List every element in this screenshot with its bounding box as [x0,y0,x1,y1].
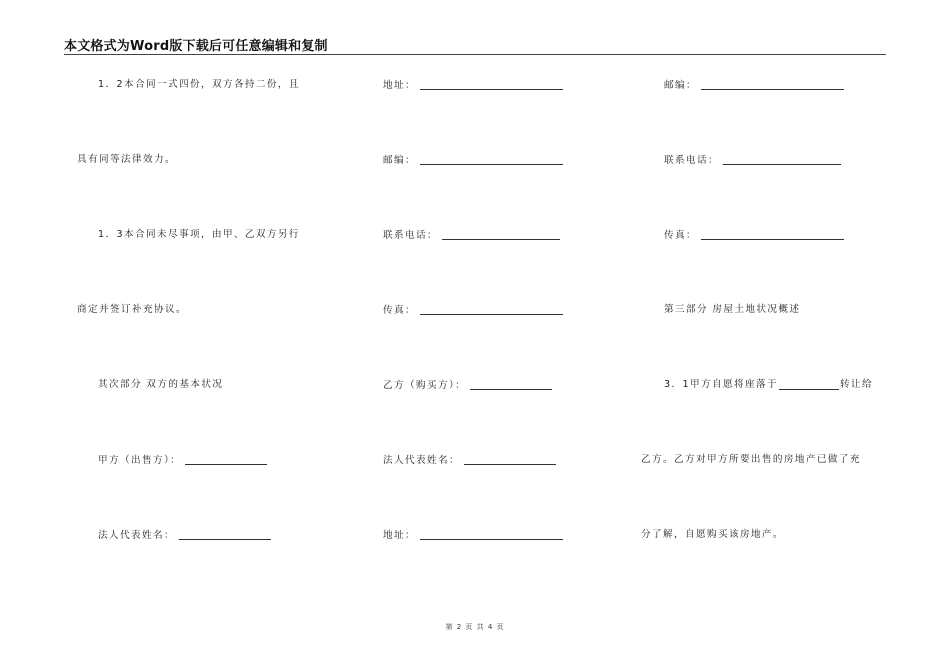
clause-3-1-text-1b: 转让给 [839,379,873,390]
party-b-legal-rep-label: 法人代表姓名： [383,455,460,466]
party-a-phone-blank[interactable] [442,229,560,240]
section-2-heading-text: 其次部分 双方的基本状况 [98,379,224,390]
header-title: 本文格式为Word版下载后可任意编辑和复制 [64,39,328,54]
party-b-address-label: 地址： [383,530,416,541]
party-b-buyer-blank[interactable] [470,379,552,390]
clause-3-1-text-2: 乙方。乙方对甲方所要出售的房地产已做了充 [641,454,861,465]
party-b-fax-label: 传真： [664,230,697,241]
party-a-seller-label: 甲方（出售方）： [98,455,182,466]
clause-1-3-text-1: 1．3本合同未尽事项，由甲、乙双方另行 [98,229,300,240]
page-number: 第 2 页 共 4 页 [445,623,505,631]
clause-3-1-text-1a: 3．1甲方自愿将座落于 [664,379,778,390]
section-3-heading-text: 第三部分 房屋土地状况概述 [664,304,801,315]
section-3-heading [664,304,800,316]
party-b-address-blank[interactable] [420,529,563,540]
party-b-buyer-field [383,379,552,392]
party-a-legal-rep-label: 法人代表姓名： [98,530,175,541]
party-a-legal-rep-field [98,529,271,542]
party-a-address-label: 地址： [383,80,416,91]
party-b-address-field [383,529,563,542]
party-a-phone-field [383,229,560,242]
party-a-address-field [383,79,563,92]
party-b-postcode-field [664,79,844,92]
clause-1-2-text-1: 1．2本合同一式四份，双方各持二份，且 [98,79,300,90]
page-footer [0,622,950,632]
party-b-legal-rep-blank[interactable] [464,454,556,465]
party-a-seller-blank[interactable] [185,454,267,465]
party-a-address-blank[interactable] [420,79,563,90]
property-location-blank[interactable] [779,379,839,390]
clause-1-3-line-2 [77,304,187,316]
party-b-phone-blank[interactable] [723,154,841,165]
clause-3-1-line-1 [664,379,873,391]
party-a-phone-label: 联系电话： [383,230,438,241]
clause-3-1-line-3 [641,529,784,541]
clause-3-1-line-2 [641,454,861,466]
page-header [64,34,886,55]
clause-1-2-line-2 [77,154,176,166]
clause-3-1-text-3: 分了解，自愿购买该房地产。 [641,529,784,540]
party-b-postcode-label: 邮编： [664,80,697,91]
clause-1-3-text-2: 商定并签订补充协议。 [77,304,187,315]
party-a-legal-rep-blank[interactable] [179,529,271,540]
party-b-phone-field [664,154,841,167]
party-a-postcode-blank[interactable] [420,154,563,165]
party-a-postcode-label: 邮编： [383,155,416,166]
party-b-postcode-blank[interactable] [701,79,844,90]
party-b-fax-blank[interactable] [701,229,844,240]
party-b-fax-field [664,229,844,242]
clause-1-3-line-1 [98,229,300,241]
party-b-buyer-label: 乙方（购买方）： [383,380,467,391]
party-b-legal-rep-field [383,454,556,467]
party-a-fax-field [383,304,563,317]
party-a-fax-label: 传真： [383,305,416,316]
section-2-heading [98,379,223,391]
clause-1-2-text-2: 具有同等法律效力。 [77,154,176,165]
party-a-fax-blank[interactable] [420,304,563,315]
party-a-seller-field [98,454,267,467]
clause-1-2-line-1 [98,79,300,91]
party-b-phone-label: 联系电话： [664,155,719,166]
party-a-postcode-field [383,154,563,167]
